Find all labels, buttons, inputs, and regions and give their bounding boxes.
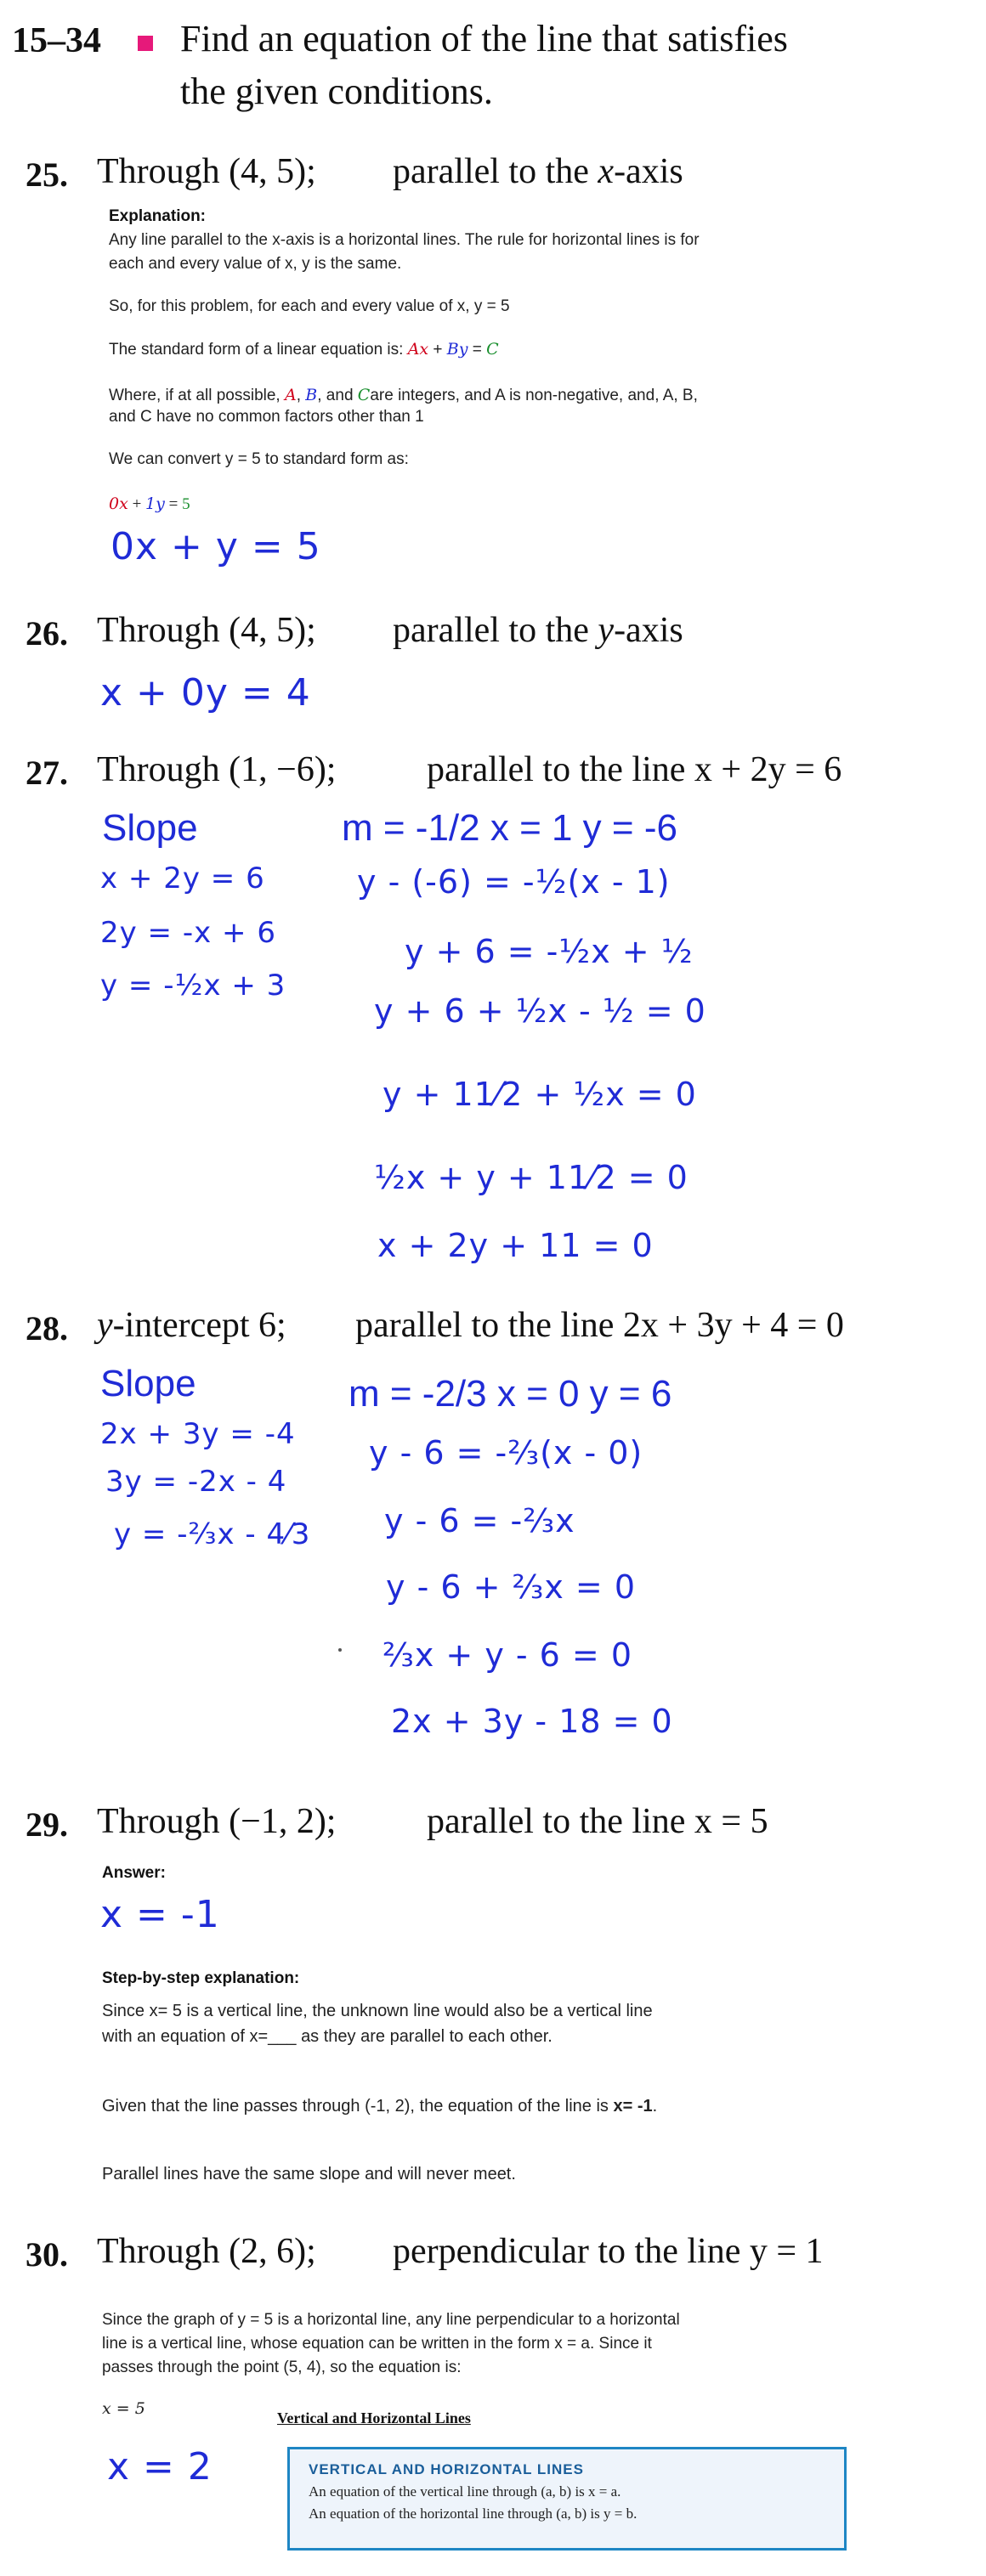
explanation-label: Explanation: bbox=[109, 207, 207, 225]
problem-30-handwritten-answer: x = 2 bbox=[107, 2445, 212, 2488]
section-marker-square bbox=[138, 36, 153, 51]
explanation-line-5: Where, if at all possible, A, B, and Care integers, and A is non-negative, and, A, B, bbox=[109, 386, 698, 404]
problem-30-text-1: Since the graph of y = 5 is a horizontal line, any line perpendicular to a horizontal bbox=[102, 2311, 680, 2329]
problem-25-condition-2: parallel to the x-axis bbox=[393, 152, 683, 191]
problem-30-condition-1: Through (2, 6); bbox=[97, 2232, 316, 2271]
problem-27-slope-label: Slope bbox=[102, 807, 198, 849]
problem-28-number: 28. bbox=[26, 1309, 68, 1347]
problem-25-number: 25. bbox=[26, 155, 68, 194]
problem-29-handwritten-answer: x = -1 bbox=[100, 1893, 220, 1936]
problem-27-work-1: y - (-6) = -½(x - 1) bbox=[357, 863, 671, 901]
problem-28-work-1: y - 6 = -⅔(x - 0) bbox=[369, 1434, 643, 1472]
stray-dot bbox=[338, 1648, 342, 1652]
section-range: 15–34 bbox=[12, 21, 101, 60]
problem-28-work-3: y - 6 + ⅔x = 0 bbox=[386, 1568, 637, 1606]
vertical-horizontal-lines-link[interactable]: Vertical and Horizontal Lines bbox=[277, 2409, 471, 2426]
problem-30-condition-2: perpendicular to the line y = 1 bbox=[393, 2232, 824, 2271]
problem-28-condition-1: y-intercept 6; bbox=[97, 1306, 286, 1345]
problem-29-number: 29. bbox=[26, 1805, 68, 1844]
problem-30-text-4: x = 5 bbox=[102, 2399, 145, 2418]
problem-29-text-4: Parallel lines have the same slope and will never meet. bbox=[102, 2165, 516, 2183]
problem-29-text-1: Since x= 5 is a vertical line, the unknown line would also be a vertical line bbox=[102, 2002, 653, 2020]
explanation-line-2: each and every value of x, y is the same. bbox=[109, 255, 402, 273]
problem-27-work-5: ½x + y + 11⁄2 = 0 bbox=[374, 1159, 688, 1196]
explanation-line-4: The standard form of a linear equation is: Ax + By = C bbox=[109, 340, 499, 359]
problem-25-condition-1: Through (4, 5); bbox=[97, 152, 316, 191]
problem-27-condition-2: parallel to the line x + 2y = 6 bbox=[427, 750, 842, 789]
problem-30-text-3: passes through the point (5, 4), so the equation is: bbox=[102, 2359, 462, 2376]
problem-27-work-2: y + 6 = -½x + ½ bbox=[405, 933, 694, 970]
vertical-horizontal-lines-box bbox=[287, 2447, 847, 2551]
problem-27-slope-step-2: 2y = -x + 6 bbox=[100, 916, 276, 950]
header-line-2: the given conditions. bbox=[180, 71, 493, 112]
header-line-1: Find an equation of the line that satisfies bbox=[180, 18, 788, 59]
problem-26-handwritten-answer: x + 0y = 4 bbox=[100, 671, 311, 715]
explanation-line-7: We can convert y = 5 to standard form as: bbox=[109, 450, 409, 468]
steps-label: Step-by-step explanation: bbox=[102, 1969, 300, 1987]
problem-26-number: 26. bbox=[26, 614, 68, 652]
problem-28-given-values: m = -2/3 x = 0 y = 6 bbox=[348, 1373, 672, 1415]
explanation-line-1: Any line parallel to the x-axis is a horizontal lines. The rule for horizontal lines is for bbox=[109, 231, 700, 249]
problem-28-work-2: y - 6 = -⅔x bbox=[384, 1502, 575, 1539]
problem-28-slope-step-2: 3y = -2x - 4 bbox=[105, 1465, 287, 1499]
problem-27-condition-1: Through (1, −6); bbox=[97, 750, 337, 789]
vh-box-line-1: An equation of the vertical line through (a, b) is x = a. bbox=[309, 2483, 621, 2500]
problem-29-text-3: Given that the line passes through (-1, 2), the equation of the line is x= -1. bbox=[102, 2097, 658, 2116]
problem-29-condition-2: parallel to the line x = 5 bbox=[427, 1802, 768, 1841]
problem-27-number: 27. bbox=[26, 754, 68, 792]
problem-27-slope-step-3: y = -½x + 3 bbox=[100, 969, 286, 1003]
problem-30-number: 30. bbox=[26, 2235, 68, 2274]
problem-27-slope-step-1: x + 2y = 6 bbox=[100, 861, 265, 895]
problem-28-slope-label: Slope bbox=[100, 1363, 196, 1404]
problem-28-work-5: 2x + 3y - 18 = 0 bbox=[391, 1703, 673, 1740]
problem-27-work-3: y + 6 + ½x - ½ = 0 bbox=[374, 992, 706, 1030]
explanation-line-6: and C have no common factors other than 1 bbox=[109, 408, 424, 426]
explanation-line-8: 0x + 1y = 5 bbox=[109, 494, 190, 513]
problem-28-slope-step-3: y = -⅔x - 4⁄3 bbox=[114, 1517, 311, 1551]
vh-box-line-2: An equation of the horizontal line through (a, b) is y = b. bbox=[309, 2505, 638, 2522]
answer-label: Answer: bbox=[102, 1864, 166, 1882]
problem-28-slope-step-1: 2x + 3y = -4 bbox=[100, 1417, 296, 1451]
vh-box-title: VERTICAL AND HORIZONTAL LINES bbox=[309, 2461, 584, 2477]
problem-28-work-4: ⅔x + y - 6 = 0 bbox=[382, 1636, 633, 1674]
explanation-line-3: So, for this problem, for each and every value of x, y = 5 bbox=[109, 297, 510, 315]
problem-29-condition-1: Through (−1, 2); bbox=[97, 1802, 337, 1841]
problem-27-work-4: y + 11⁄2 + ½x = 0 bbox=[382, 1076, 697, 1113]
problem-26-condition-1: Through (4, 5); bbox=[97, 611, 316, 650]
problem-26-condition-2: parallel to the y-axis bbox=[393, 611, 683, 650]
problem-30-text-2: line is a vertical line, whose equation can be written in the form x = a. Since it bbox=[102, 2335, 652, 2353]
problem-29-text-2: with an equation of x=___ as they are parallel to each other. bbox=[102, 2027, 552, 2046]
problem-25-handwritten-answer: 0x + y = 5 bbox=[110, 525, 321, 568]
problem-27-work-6: x + 2y + 11 = 0 bbox=[377, 1227, 654, 1264]
problem-28-condition-2: parallel to the line 2x + 3y + 4 = 0 bbox=[355, 1306, 844, 1345]
problem-27-given-values: m = -1/2 x = 1 y = -6 bbox=[342, 807, 677, 849]
